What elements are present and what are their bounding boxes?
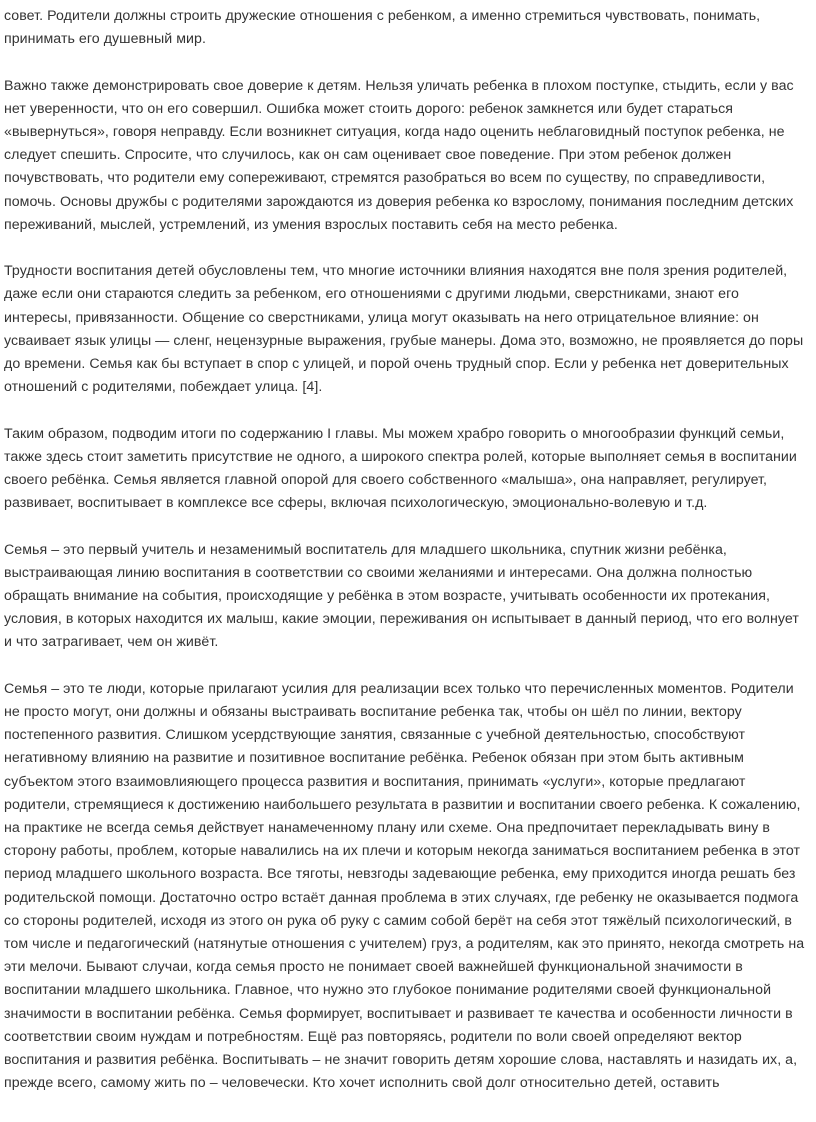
paragraph-1: совет. Родители должны строить дружеские отношения с ребенком, а именно стремиться чувствовать, понимать, принимать его душевный мир. <box>4 8 761 48</box>
paragraph-4: Таким образом, подводим итоги по содержанию I главы. Мы можем храбро говорить о многообразии функций семьи, также здесь стоит заметить присутствие не одного, а широкого спектра ролей, которые выполняет семья в воспитании своего ребёнка. Семья является главной опорой для своего собственного «малыша», она направляет, регулирует, развивает, воспитывает в комплексе все сферы, включая психологическую, эмоционально-волевую и т.д. <box>4 425 797 512</box>
paragraph-2: Важно также демонстрировать свое доверие к детям. Нельзя уличать ребенка в плохом поступке, стыдить, если у вас нет уверенности, что он его совершил. Ошибка может стоить дорого: ребенок замкнется или будет стараться «вывернуться», говоря неправду. Если возникнет ситуация, когда надо оценить неблаговидный поступок ребенка, не следует спешить. Спросите, что случилось, как он сам оценивает свое поведение. При этом ребенок должен почувствовать, что родители ему сопереживают, стремятся разобраться во всем по существу, по справедливости, помочь. Основы дружбы с родителями зарождаются из доверия ребенка ко взрослому, понимания последним детских переживаний, мыслей, устремлений, из умения взрослых поставить себя на место ребенка. <box>4 77 794 233</box>
paragraph-5: Семья – это первый учитель и незаменимый воспитатель для младшего школьника, спутник жизни ребёнка, выстраивающая линию воспитания в соответствии со своими желаниями и интересами. Она должна полностью обращать внимание на события, происходящие у ребёнка в этом возрасте, учитывать особенности их протекания, условия, в которых находится их малыш, какие эмоции, переживания он испытывает в данный период, что его волнует и что затрагивает, чем он живёт. <box>4 541 799 651</box>
paragraph-3: Трудности воспитания детей обусловлены тем, что многие источники влияния находятся вне поля зрения родителей, даже если они стараются следить за ребенком, его отношениями с другими людьми, сверстниками, знают его интересы, привязанности. Общение со сверстниками, улица могут оказывать на него отрицательное влияние: он усваивает язык улицы — сленг, нецензурные выражения, грубые манеры. Дома это, возможно, не проявляется до поры до времени. Семья как бы вступает в спор с улицей, и порой очень трудный спор. Если у ребенка нет доверительных отношений с родителями, побеждает улица. [4]. <box>4 263 804 396</box>
paragraph-6: Семья – это те люди, которые прилагают усилия для реализации всех только что перечисленных моментов. Родители не просто могут, они должны и обязаны выстраивать воспитание ребенка так, чтобы он шёл по линии, вектору постепенного развития. Слишком усердствующие занятия, связанные с учебной деятельностью, способствуют негативному влиянию на развитие и позитивное воспитание ребёнка. Ребенок обязан при этом быть активным субъектом этого взаимовлияющего процесса развития и воспитания, принимать «услуги», которые предлагают родители, стремящиеся к достижению наибольшего результата в развитии и воспитании своего ребенка. К сожалению, на практике не всегда семья действует нанамеченному плану или схеме. Она предпочитает перекладывать вину в сторону работы, проблем, которые навалились на их плечи и которым некогда заниматься воспитанием ребенка в этот период младшего школьного возраста. Все тяготы, невзгоды задевающие ребенка, ему приходится иногда решать без родительской помощи. Достаточно остро встаёт данная проблема в этих случаях, где ребенку не оказывается подмога со стороны родителей, исходя из этого он рука об руку с самим собой берёт на себя этот тяжёлый психологический, в том числе и педагогический (натянутые отношения с учителем) груз, а родителям, как это принято, некогда смотреть на эти мелочи. Бывают случаи, когда семья просто не понимает своей важнейшей функциональной значимости в воспитании младшего школьника. Главное, что нужно это глубокое понимание родителями своей функциональной значимости в воспитании ребёнка. Семья формирует, воспитывает и развивает те качества и особенности личности в соответствии своим нуждам и потребностям. Ещё раз повторяясь, родители по воли своей определяют вектор воспитания и развития ребёнка. Воспитывать – не значит говорить детям хорошие слова, наставлять и назидать их, а, прежде всего, самому жить по – человечески. Кто хочет исполнить свой долг относительно детей, оставить <box>4 680 805 1092</box>
